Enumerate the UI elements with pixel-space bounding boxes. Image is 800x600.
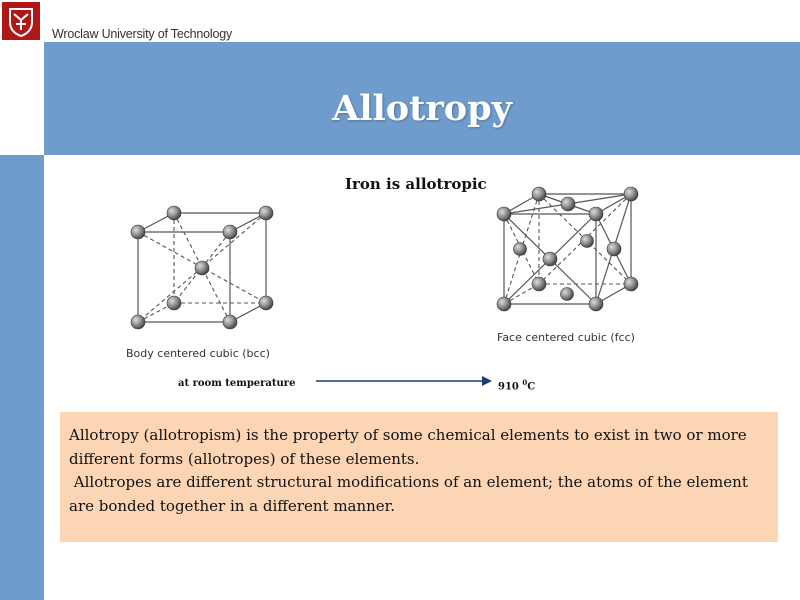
transition-arrow — [316, 374, 492, 388]
definition-paragraph-1: Allotropy (allotropism) is the property of some chemical elements to exist in two or more different forms (allotropes) of these elements. — [69, 426, 747, 468]
left-accent-bar — [0, 155, 44, 600]
definition-paragraph-2: Allotropes are different structural modifications of an element; the atoms of the element are bonded together in a different manner. — [69, 473, 753, 515]
temperature-value: 910 — [498, 381, 519, 393]
transition-temperature-label — [498, 378, 535, 392]
university-name: Wroclaw University of Technology — [52, 27, 233, 41]
slide-title: Allotropy — [332, 88, 512, 129]
slide-subtitle: Iron is allotropic — [345, 175, 487, 193]
room-temperature-label: at room temperature — [178, 378, 296, 389]
eagle-crest-icon — [2, 2, 40, 40]
temperature-degree: 0 — [522, 378, 528, 387]
temperature-unit: C — [527, 381, 536, 393]
fcc-label: Face centered cubic (fcc) — [497, 331, 635, 344]
definition-box — [60, 412, 778, 542]
university-logo — [2, 2, 40, 40]
fcc-crystal-diagram — [490, 182, 650, 317]
bcc-crystal-diagram — [120, 200, 290, 340]
bcc-label: Body centered cubic (bcc) — [126, 347, 270, 360]
